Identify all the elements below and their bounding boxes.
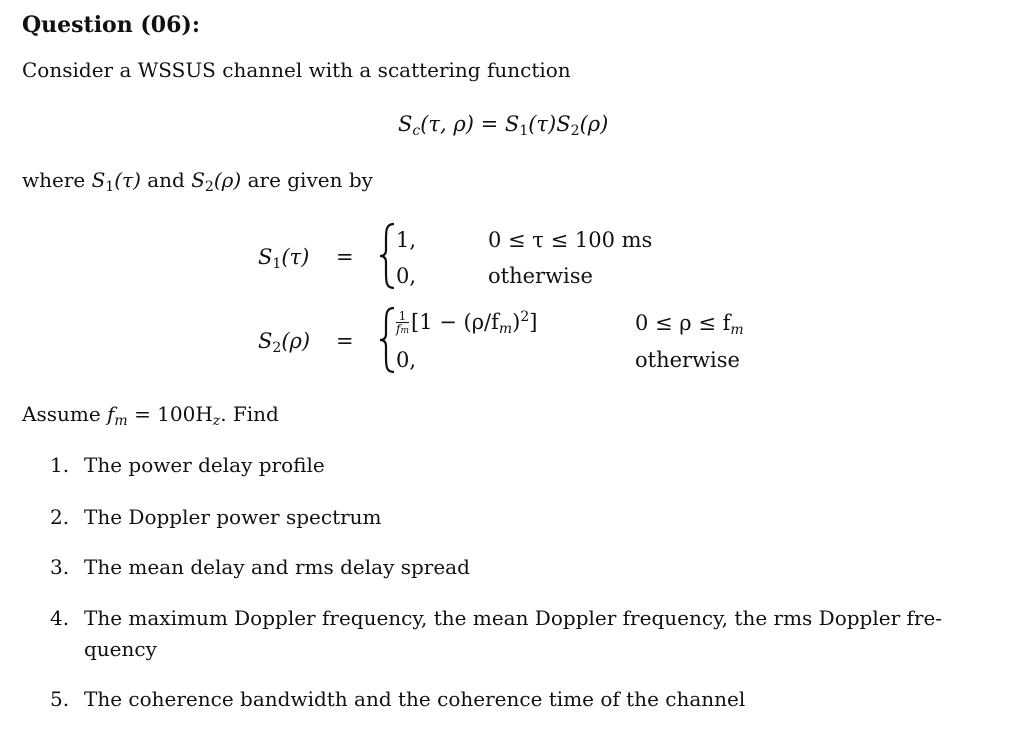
list-item: The mean delay and rms delay spread <box>84 555 470 579</box>
s2-case2-value: 0, <box>396 348 417 372</box>
intro-text: Consider a WSSUS channel with a scattering function <box>22 58 571 82</box>
list-item-number: 3. <box>50 555 70 579</box>
s2-brace <box>378 306 396 374</box>
s1-case1-value: 1, <box>396 228 417 252</box>
main-equation: $S_c(\tau$, $\rho) = S_1(\tau)S_2(\rho)$ <box>398 112 609 139</box>
list-item: The power delay profile <box>84 453 325 477</box>
where-text: where $S_1(\tau)$ and $S_2(\rho)$ are given by <box>22 168 373 195</box>
list-item: The coherence bandwidth and the coherence time of the channel <box>84 687 746 711</box>
list-item: The Doppler power spectrum <box>84 505 382 529</box>
list-item-continuation: quency <box>84 637 157 661</box>
s1-case2-value: 0, <box>396 264 417 288</box>
s2-case1-expression: $\frac{1}{fm}$ $[1 - (\rho/f_m)^2]$ <box>396 309 538 337</box>
list-item: The maximum Doppler frequency, the mean Doppler frequency, the rms Doppler fre- <box>84 606 943 630</box>
s2-case1-condition: $0 \le \rho \le f_m$ <box>635 311 744 338</box>
list-item-number: 4. <box>50 606 70 630</box>
s2-case2-condition: otherwise <box>635 348 740 372</box>
s1-brace <box>378 222 396 290</box>
list-item-number: 2. <box>50 505 70 529</box>
list-item-number: 1. <box>50 453 70 477</box>
question-title: Question (06): <box>22 12 200 38</box>
s2-lhs: $S_2(\rho)$ <box>258 329 311 356</box>
s2-equals: = <box>336 329 354 353</box>
s1-equals: = <box>336 245 354 269</box>
assume-text: Assume $f_m = 100H_z$. Find <box>22 402 279 429</box>
list-item-number: 5. <box>50 687 70 711</box>
s1-lhs: $S_1(\tau)$ <box>258 245 310 272</box>
s1-case2-condition: otherwise <box>488 264 593 288</box>
s1-case1-condition: 0 ≤ τ ≤ 100 ms <box>488 228 653 252</box>
